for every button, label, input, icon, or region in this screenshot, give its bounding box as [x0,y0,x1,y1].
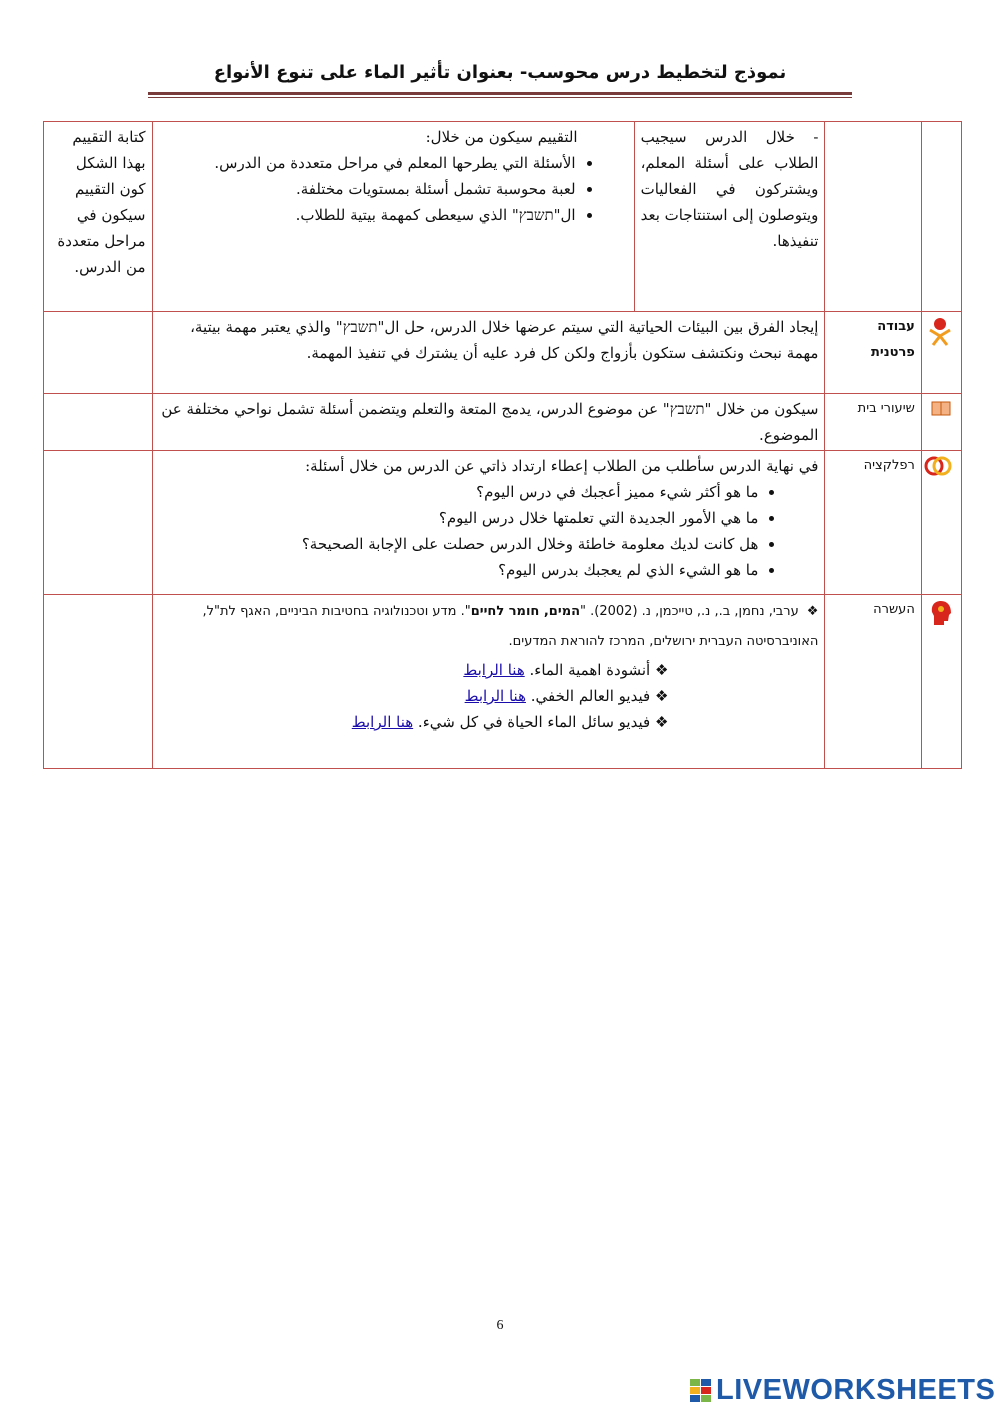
list-item: • ما هو أكثر شيء مميز أعجبك في درس اليوم؟ [159,479,759,505]
list-item: • ال"תשבץ" الذي سيعطى كمهمة بيتية للطلاب. [159,202,576,228]
table-row-reflection [44,451,962,595]
brand-logo [690,1374,995,1407]
bullet-diamond-icon: ❖ [806,604,819,619]
partner-label: עבודה פרטנית [825,312,921,394]
reflection-content [152,451,825,595]
book-icon [931,400,951,416]
partner-icon-cell [921,312,961,394]
reference-text: ❖ערבי, נחמן, ב., נ., טייכמן, נ. (2002). "המים, חומר לחיים". מדע וטכנולוגיה בחטיבות הביניים, האגף לת"ל, האוניברסיטה העברית ירושלים, המרכז להוראת המדעים. [202,604,819,649]
person-icon [927,316,953,346]
empty-label-cell [825,122,921,312]
page-number: 6 [496,1318,504,1333]
list-item: ❖ فيديو العالم الخفي. هنا الرابط [464,687,669,705]
list-item: • هل كانت لديك معلومة خاطئة وخلال الدرس حصلت على الإجابة الصحيحة؟ [159,531,759,557]
reflection-list [159,479,819,583]
rings-icon [923,455,953,477]
link-water-life-video[interactable]: هنا الرابط [351,713,414,731]
homework-label: שיעורי בית [825,394,921,451]
page-title: نموذج لتخطيط درس محوسب- بعنوان تأثير الماء على تنوع الأنواع [213,62,787,83]
empty-cell [44,451,153,595]
bullet-diamond-icon: ❖ [654,687,669,705]
assessment-intro: التقييم سيكون من خلال: [425,128,578,146]
reflection-intro: في نهاية الدرس سأطلب من الطلاب إعطاء ارتداد ذاتي عن الدرس من خلال أسئلة: [305,457,819,475]
enrichment-content [152,595,825,769]
bullet-diamond-icon: ❖ [654,661,669,679]
bullet-diamond-icon: ❖ [654,713,669,731]
enrichment-icon-cell [921,595,961,769]
enrichment-label: העשרה [825,595,921,769]
assessment-note-cell [44,122,153,312]
homework-content: سيكون من خلال "תשבץ" عن موضوع الدرس، يدمج المتعة والتعلم ويتضمن أسئلة تشمل نواحي مختلفة عن الموضوع. [152,394,825,451]
homework-icon-cell [921,394,961,451]
reflection-label: רפלקציה [825,451,921,595]
link-hidden-world-video[interactable]: هنا الرابط [464,687,526,705]
list-item: • ما هو الشيء الذي لم يعجبك بدرس اليوم؟ [159,557,759,583]
title-rule [148,92,852,95]
empty-cell [44,595,153,769]
list-item: • ما هي الأمور الجديدة التي تعلمتها خلال درس اليوم؟ [159,505,759,531]
assessment-list [159,150,628,228]
list-item: ❖ أنشودة اهمية الماء. هنا الرابط [463,661,669,679]
link-water-song[interactable]: هنا الرابط [463,661,525,679]
partner-content [152,312,825,394]
during-lesson-text: - خلال الدرس سيجيب الطلاب على أسئلة المعلم، ويشتركون في الفعاليات ويتوصلون إلى استنتاجات بعد تنفيذها. [640,128,819,250]
lesson-plan-table [43,121,962,769]
table-row-partner [44,312,962,394]
empty-cell [44,394,153,451]
head-icon [929,599,953,627]
brand-name: LIVEWORKSHEETS [716,1374,996,1406]
list-item: • لعبة محوسبة تشمل أسئلة بمستويات مختلفة. [159,176,576,202]
list-item: ❖ فيديو سائل الماء الحياة في كل شيء. هنا الرابط [351,713,669,731]
empty-icon-cell [921,122,961,312]
partner-line-2: مهمة نبحث ونكتشف ستكون بأزواج ولكن كل فرد عليه أن يشترك في تنفيذ المهمة. [306,344,819,362]
assessment-cell [152,122,634,312]
list-item: • الأسئلة التي يطرحها المعلم في مراحل متعددة من الدرس. [159,150,576,176]
enrichment-links [159,657,819,735]
table-row-assessment [44,122,962,312]
assessment-note: كتابة التقييم بهذا الشكل كون التقييم سيكون في مراحل متعددة من الدرس. [57,128,146,276]
reflection-icon-cell [921,451,961,595]
table-row-enrichment [44,595,962,769]
empty-cell [44,312,153,394]
title-rule-thin [148,97,852,98]
during-lesson-cell [634,122,825,312]
table-row-homework [44,394,962,451]
blocks-icon [690,1379,712,1403]
partner-line-1: إيجاد الفرق بين البيئات الحياتية التي سيتم عرضها خلال الدرس، حل ال"תשבץ" والذي يعتبر مهمة بيتية، [190,318,819,336]
